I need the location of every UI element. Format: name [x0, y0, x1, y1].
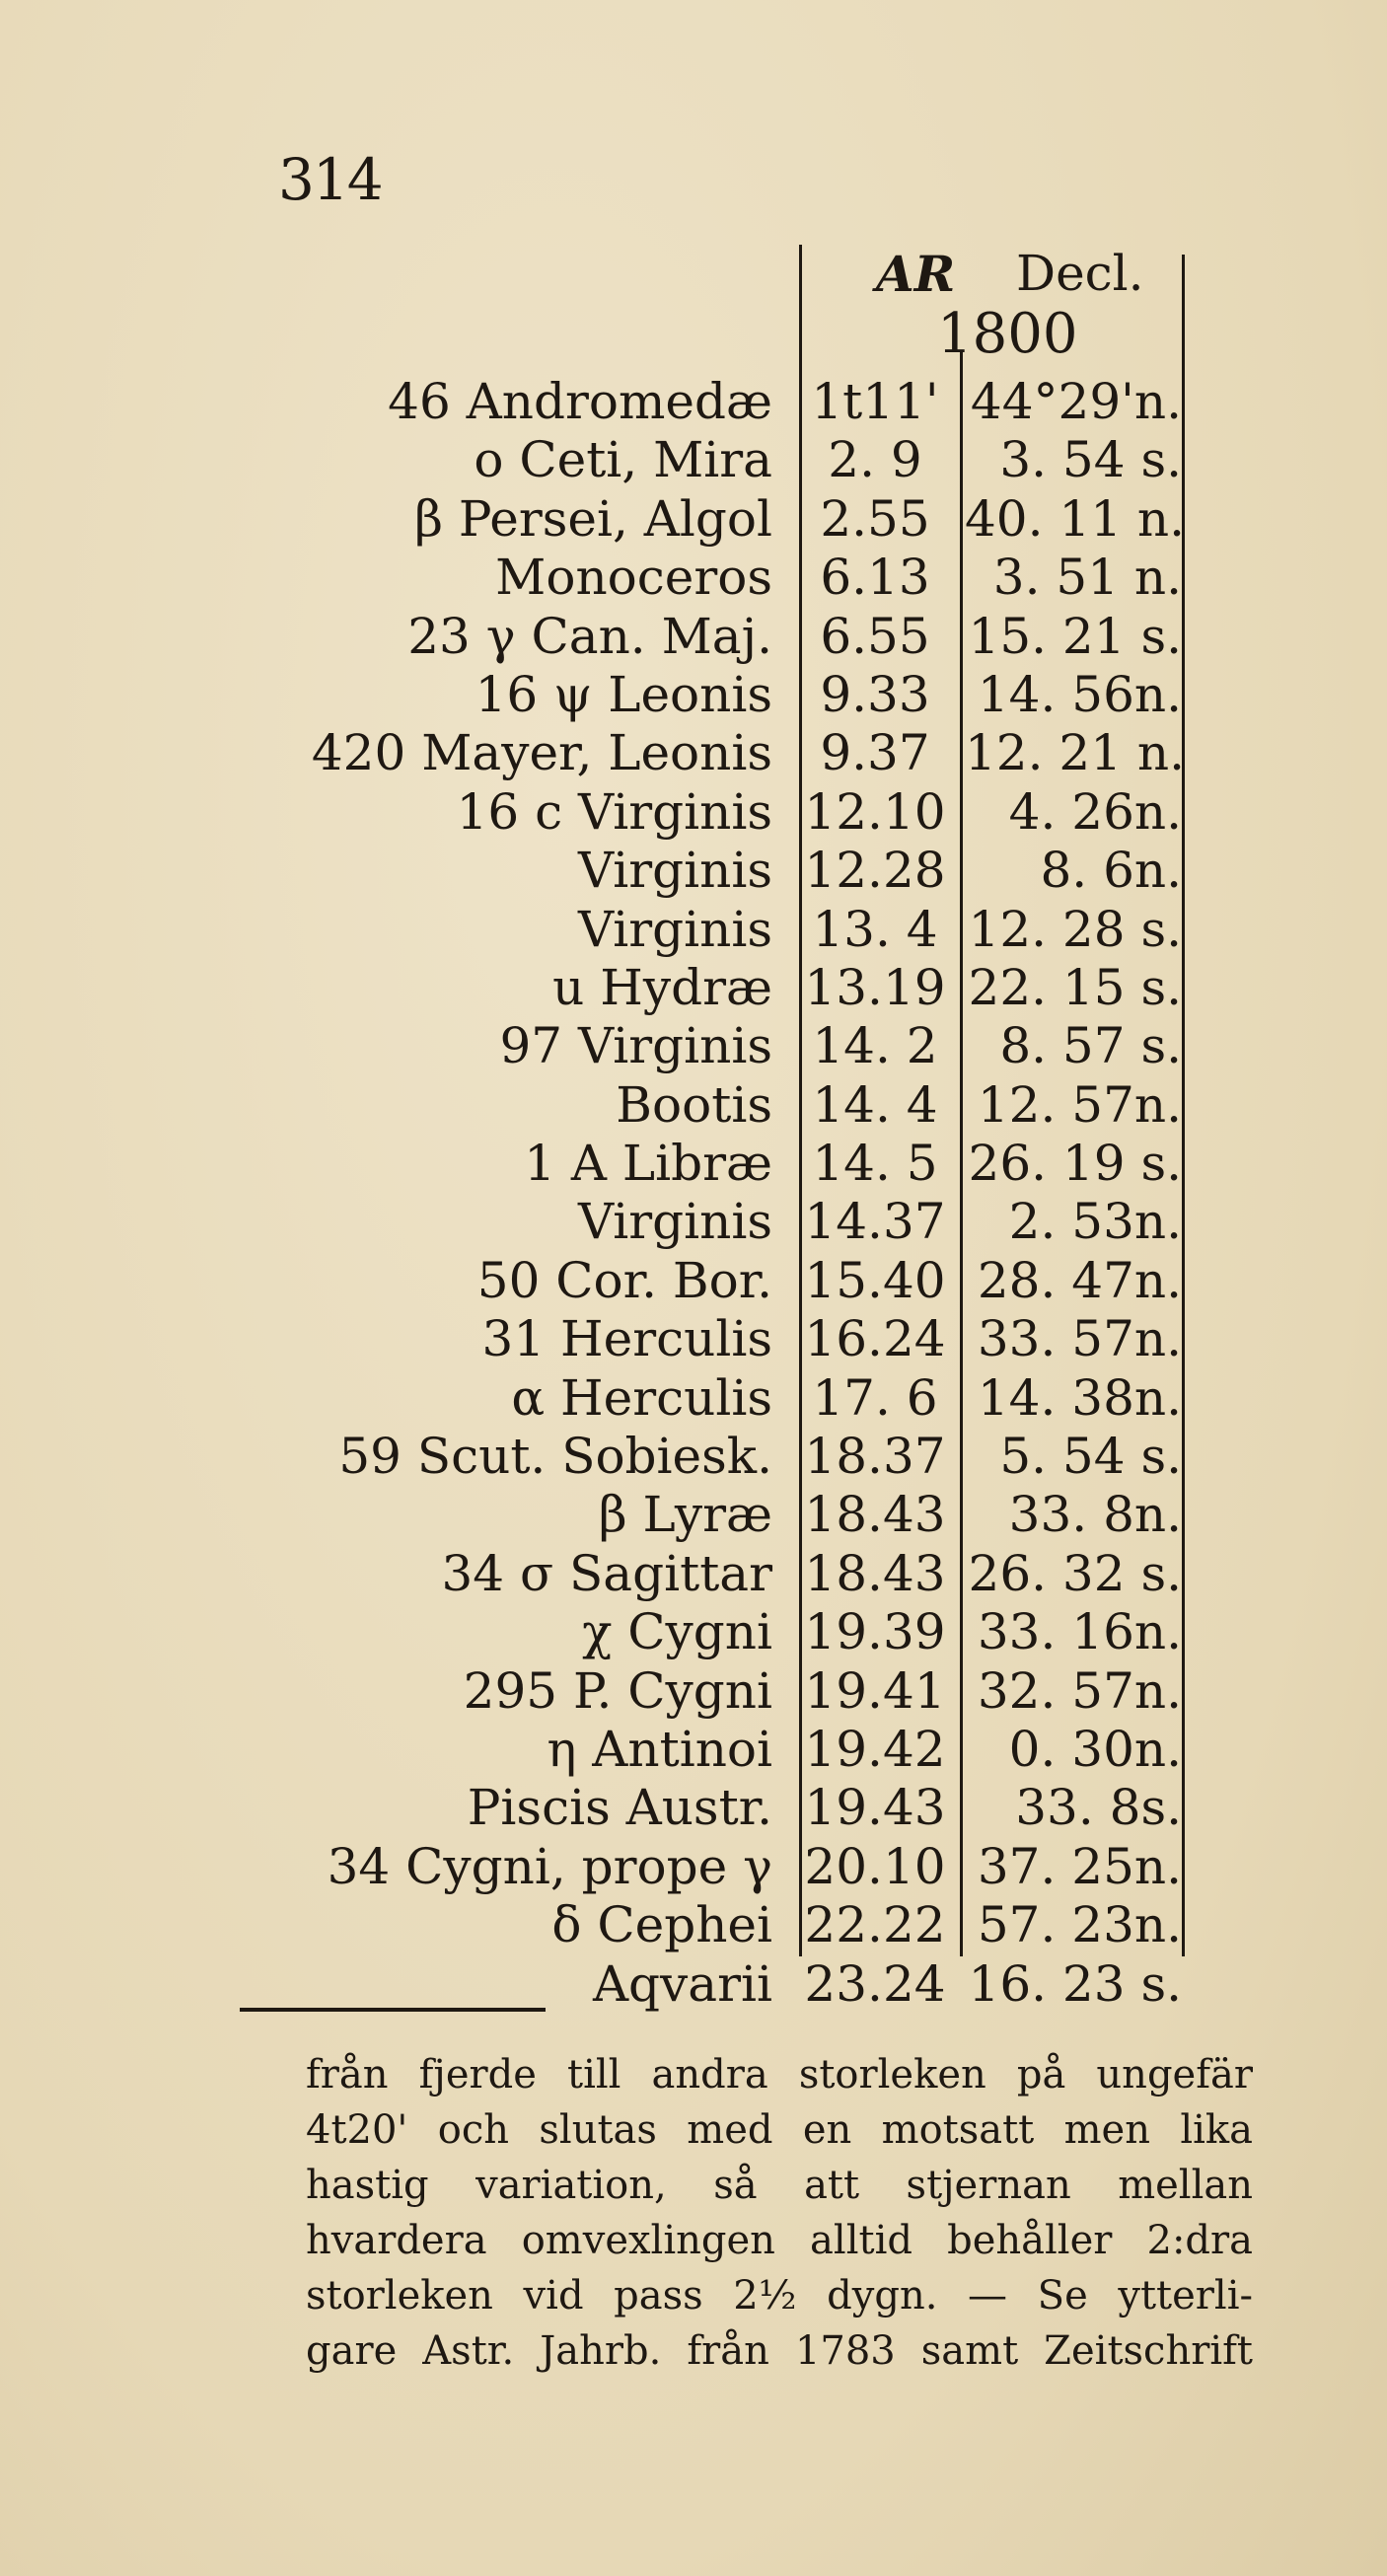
star-name: η Antinoi	[547, 1720, 772, 1778]
footnote-line: hvardera omvexlingen alltid behåller 2:dra	[306, 2218, 1253, 2263]
table-row	[237, 1838, 1184, 1896]
declination: 3. 54 s.	[999, 431, 1182, 489]
right-ascension: 16.24	[804, 1310, 946, 1368]
declination: 4. 26n.	[1008, 782, 1182, 841]
star-name: 23 γ Can. Maj.	[407, 607, 772, 665]
star-name: δ Cephei	[551, 1896, 772, 1954]
table-row	[237, 783, 1184, 842]
declination: 32. 57n.	[977, 1661, 1182, 1720]
header-decl: Decl.	[1016, 245, 1144, 302]
table-row	[237, 1017, 1184, 1075]
table-row	[237, 1428, 1184, 1486]
right-ascension: 19.42	[804, 1720, 946, 1778]
declination: 8. 57 s.	[999, 1017, 1182, 1075]
star-name: 31 Herculis	[481, 1310, 772, 1368]
right-ascension: 14. 2	[812, 1017, 938, 1075]
declination: 8. 6n.	[1040, 842, 1182, 900]
footnote-line: hastig variation, så att stjernan mellan	[306, 2163, 1253, 2208]
star-name: 34 σ Sagittar	[441, 1544, 772, 1602]
footnote-rule	[240, 2008, 546, 2012]
declination: 15. 21 s.	[968, 607, 1182, 665]
footnote	[306, 2047, 1253, 2379]
star-name: o Ceti, Mira	[474, 431, 772, 489]
declination: 28. 47n.	[977, 1251, 1182, 1309]
star-name: Bootis	[616, 1075, 772, 1134]
right-ascension: 9.33	[820, 665, 930, 723]
declination: 44°29'n.	[970, 373, 1182, 430]
declination: 5. 54 s.	[999, 1428, 1182, 1486]
table-row	[237, 842, 1184, 900]
right-ascension: 14.37	[804, 1193, 946, 1251]
table-row	[237, 666, 1184, 724]
declination: 14. 38n.	[977, 1368, 1182, 1427]
table-row	[237, 1310, 1184, 1368]
declination: 26. 32 s.	[968, 1544, 1182, 1602]
star-name: β Persei, Algol	[414, 489, 772, 548]
right-ascension: 18.37	[804, 1428, 946, 1486]
table-row	[237, 901, 1184, 959]
star-name: 97 Virginis	[499, 1017, 772, 1075]
declination: 33. 16n.	[977, 1603, 1182, 1661]
declination: 3. 51 n.	[992, 549, 1182, 607]
declination: 33. 8n.	[1008, 1486, 1182, 1544]
header-ra: AR	[876, 245, 956, 303]
right-ascension: 15.40	[804, 1251, 946, 1309]
declination: 33. 8s.	[1015, 1779, 1182, 1837]
right-ascension: 12.10	[804, 782, 946, 841]
table-row	[237, 1076, 1184, 1135]
star-name: Virginis	[578, 1193, 772, 1251]
star-name: 59 Scut. Sobiesk.	[338, 1428, 772, 1486]
table-row	[237, 1135, 1184, 1193]
table-row	[237, 1252, 1184, 1310]
footnote-line: gare Astr. Jahrb. från 1783 samt Zeitschrift	[306, 2328, 1253, 2374]
table-row	[237, 1545, 1184, 1603]
declination: 37. 25n.	[977, 1837, 1182, 1895]
right-ascension: 2. 9	[828, 431, 922, 489]
right-ascension: 1t11'	[811, 373, 939, 430]
table-row	[237, 1193, 1184, 1251]
star-name: 420 Mayer, Leonis	[311, 724, 772, 782]
right-ascension: 6.55	[820, 607, 930, 665]
star-name: 16 ψ Leonis	[474, 665, 772, 723]
star-name: Virginis	[578, 842, 772, 900]
right-ascension: 18.43	[804, 1544, 946, 1602]
table-row	[237, 1603, 1184, 1661]
declination: 22. 15 s.	[968, 958, 1182, 1016]
star-name: 50 Cor. Bor.	[476, 1251, 772, 1309]
star-name: Monoceros	[495, 549, 772, 607]
star-name: α Herculis	[511, 1368, 772, 1427]
right-ascension: 9.37	[820, 724, 930, 782]
table-row	[237, 1896, 1184, 1954]
table-row	[237, 490, 1184, 549]
table-row	[237, 1486, 1184, 1544]
table-row	[237, 724, 1184, 782]
table-row	[237, 1721, 1184, 1779]
star-name: u Hydræ	[552, 958, 772, 1016]
table-row	[237, 1662, 1184, 1721]
right-ascension: 14. 5	[812, 1135, 938, 1193]
star-name: Aqvarii	[592, 1954, 772, 2013]
star-name: Piscis Austr.	[467, 1779, 772, 1837]
declination: 26. 19 s.	[968, 1135, 1182, 1193]
declination: 14. 56n.	[977, 665, 1182, 723]
right-ascension: 20.10	[804, 1837, 946, 1895]
table-body	[237, 373, 1184, 2014]
star-name: β Lyræ	[598, 1486, 772, 1544]
right-ascension: 19.41	[804, 1661, 946, 1720]
footnote-line: 4t20' och slutas med en motsatt men lika	[306, 2107, 1253, 2153]
page-number: 314	[278, 146, 382, 213]
table-header	[237, 245, 1184, 373]
right-ascension: 18.43	[804, 1486, 946, 1544]
table-row	[237, 1369, 1184, 1428]
declination: 16. 23 s.	[968, 1954, 1182, 2013]
star-table	[237, 245, 1184, 2014]
right-ascension: 13.19	[804, 958, 946, 1016]
declination: 0. 30n.	[1008, 1720, 1182, 1778]
right-ascension: 14. 4	[812, 1075, 938, 1134]
table-row	[237, 959, 1184, 1017]
header-year: 1800	[937, 302, 1078, 366]
declination: 2. 53n.	[1008, 1193, 1182, 1251]
right-ascension: 19.43	[804, 1779, 946, 1837]
star-name: χ Cygni	[582, 1603, 772, 1661]
declination: 12. 21 n.	[965, 724, 1186, 782]
right-ascension: 12.28	[804, 842, 946, 900]
table-row	[237, 373, 1184, 431]
right-ascension: 19.39	[804, 1603, 946, 1661]
footnote-line: storleken vid pass 2½ dygn. — Se ytterli-	[306, 2273, 1253, 2318]
declination: 33. 57n.	[977, 1310, 1182, 1368]
star-name: 16 c Virginis	[456, 782, 772, 841]
star-name: Virginis	[578, 900, 772, 958]
right-ascension: 13. 4	[812, 900, 938, 958]
star-name: 295 P. Cygni	[463, 1661, 772, 1720]
right-ascension: 2.55	[820, 489, 930, 548]
table-row	[237, 431, 1184, 489]
declination: 12. 57n.	[977, 1075, 1182, 1134]
right-ascension: 6.13	[820, 549, 930, 607]
star-name: 34 Cygni, prope γ	[327, 1837, 772, 1895]
declination: 57. 23n.	[977, 1896, 1182, 1954]
right-ascension: 22.22	[804, 1896, 946, 1954]
right-ascension: 23.24	[804, 1954, 946, 2013]
star-name: 46 Andromedæ	[388, 373, 772, 430]
table-row	[237, 1779, 1184, 1837]
table-row	[237, 549, 1184, 607]
table-row	[237, 1955, 1184, 2014]
star-name: 1 A Libræ	[524, 1135, 772, 1193]
right-ascension: 17. 6	[812, 1368, 938, 1427]
footnote-line: från fjerde till andra storleken på ungefär	[306, 2052, 1253, 2098]
declination: 12. 28 s.	[968, 900, 1182, 958]
declination: 40. 11 n.	[965, 489, 1186, 548]
table-row	[237, 608, 1184, 666]
